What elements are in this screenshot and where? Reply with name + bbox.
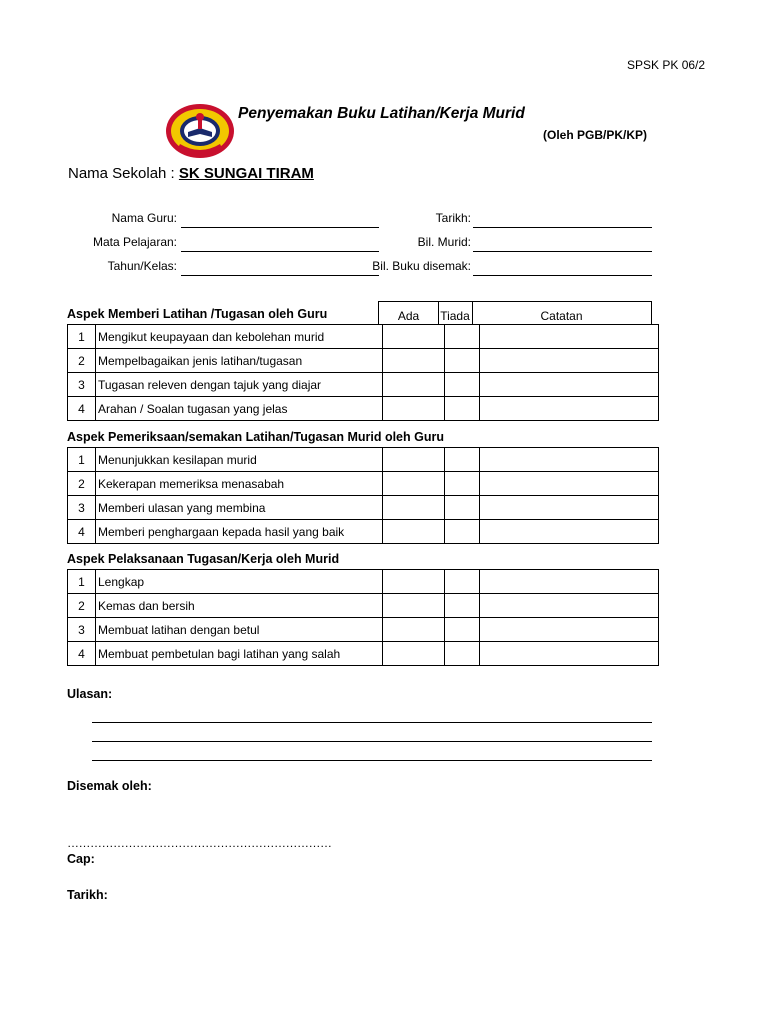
tahun-kelas-input[interactable] (181, 275, 379, 276)
section-3-table (67, 569, 659, 666)
table-row (68, 570, 659, 594)
tiada-cell[interactable] (445, 618, 480, 642)
ada-cell[interactable] (383, 570, 445, 594)
catatan-cell[interactable] (480, 618, 659, 642)
school-label: Nama Sekolah : (68, 165, 175, 182)
tiada-cell[interactable] (445, 448, 480, 472)
item-number: 2 (68, 472, 96, 496)
tarikh-input[interactable] (473, 227, 652, 228)
catatan-cell[interactable] (480, 472, 659, 496)
table-row (68, 448, 659, 472)
catatan-cell[interactable] (480, 325, 659, 349)
item-text: Mempelbagaikan jenis latihan/tugasan (96, 349, 383, 373)
section-1-table (67, 324, 659, 421)
catatan-cell[interactable] (480, 448, 659, 472)
item-number: 3 (68, 373, 96, 397)
item-number: 4 (68, 520, 96, 544)
ada-cell[interactable] (383, 642, 445, 666)
catatan-cell[interactable] (480, 496, 659, 520)
tahun-kelas-label: Tahun/Kelas: (107, 259, 177, 273)
tiada-cell[interactable] (445, 520, 480, 544)
form-title: Penyemakan Buku Latihan/Kerja Murid (238, 105, 525, 122)
table-row (68, 594, 659, 618)
ada-cell[interactable] (383, 397, 445, 421)
section-1-title: Aspek Memberi Latihan /Tugasan oleh Guru (67, 307, 328, 321)
item-text: Memberi penghargaan kepada hasil yang baik (96, 520, 383, 544)
section-2-table (67, 447, 659, 544)
table-row (68, 496, 659, 520)
form-code: SPSK PK 06/2 (627, 58, 706, 72)
tiada-cell[interactable] (445, 472, 480, 496)
ada-cell[interactable] (383, 448, 445, 472)
item-number: 1 (68, 570, 96, 594)
item-text: Membuat latihan dengan betul (96, 618, 383, 642)
ada-cell[interactable] (383, 472, 445, 496)
tiada-cell[interactable] (445, 642, 480, 666)
ulasan-line-2[interactable] (92, 741, 652, 742)
tarikh-label: Tarikh: (435, 211, 471, 225)
table-row (68, 325, 659, 349)
item-text: Mengikut keupayaan dan kebolehan murid (96, 325, 383, 349)
ada-cell[interactable] (383, 594, 445, 618)
column-ada-header: Ada (378, 301, 439, 324)
tiada-cell[interactable] (445, 594, 480, 618)
section-2-title: Aspek Pemeriksaan/semakan Latihan/Tugasan Murid oleh Guru (67, 430, 444, 444)
tiada-cell[interactable] (445, 325, 480, 349)
ada-cell[interactable] (383, 496, 445, 520)
bil-buku-label: Bil. Buku disemak: (372, 259, 471, 273)
section-3-title: Aspek Pelaksanaan Tugasan/Kerja oleh Murid (67, 552, 340, 566)
catatan-cell[interactable] (480, 397, 659, 421)
tiada-cell[interactable] (445, 397, 480, 421)
disemak-label: Disemak oleh: (67, 779, 152, 793)
table-row (68, 618, 659, 642)
catatan-cell[interactable] (480, 594, 659, 618)
table-row (68, 397, 659, 421)
item-number: 3 (68, 496, 96, 520)
ulasan-line-1[interactable] (92, 722, 652, 723)
ada-cell[interactable] (383, 325, 445, 349)
column-tiada-header: Tiada (438, 301, 473, 324)
mata-pelajaran-label: Mata Pelajaran: (92, 235, 177, 249)
table-row (68, 349, 659, 373)
bil-murid-input[interactable] (473, 251, 652, 252)
ada-cell[interactable] (383, 349, 445, 373)
ulasan-line-3[interactable] (92, 760, 652, 761)
tarikh-bottom-label: Tarikh: (67, 888, 108, 902)
item-number: 1 (68, 325, 96, 349)
item-text: Menunjukkan kesilapan murid (96, 448, 383, 472)
item-text: Arahan / Soalan tugasan yang jelas (96, 397, 383, 421)
ada-cell[interactable] (383, 520, 445, 544)
catatan-cell[interactable] (480, 373, 659, 397)
column-catatan-header: Catatan (472, 301, 652, 324)
form-subtitle: (Oleh PGB/PK/KP) (543, 128, 648, 142)
item-text: Kekerapan memeriksa menasabah (96, 472, 383, 496)
nama-guru-input[interactable] (181, 227, 379, 228)
item-number: 1 (68, 448, 96, 472)
signature-line[interactable]: …………………………………………………………… (67, 836, 332, 850)
catatan-cell[interactable] (480, 642, 659, 666)
tiada-cell[interactable] (445, 496, 480, 520)
item-number: 4 (68, 642, 96, 666)
item-text: Memberi ulasan yang membina (96, 496, 383, 520)
school-row (68, 165, 314, 182)
school-name: SK SUNGAI TIRAM (178, 165, 314, 182)
tiada-cell[interactable] (445, 570, 480, 594)
ulasan-label: Ulasan: (67, 687, 113, 701)
item-text: Membuat pembetulan bagi latihan yang salah (96, 642, 383, 666)
school-logo-icon (164, 100, 236, 162)
catatan-cell[interactable] (480, 570, 659, 594)
ada-cell[interactable] (383, 373, 445, 397)
table-row (68, 642, 659, 666)
cap-label: Cap: (67, 852, 95, 866)
item-number: 2 (68, 594, 96, 618)
catatan-cell[interactable] (480, 520, 659, 544)
item-text: Kemas dan bersih (96, 594, 383, 618)
table-row (68, 520, 659, 544)
ada-cell[interactable] (383, 618, 445, 642)
bil-murid-label: Bil. Murid: (417, 235, 471, 249)
nama-guru-label: Nama Guru: (111, 211, 177, 225)
catatan-cell[interactable] (480, 349, 659, 373)
item-number: 4 (68, 397, 96, 421)
item-number: 3 (68, 618, 96, 642)
mata-pelajaran-input[interactable] (181, 251, 379, 252)
tiada-cell[interactable] (445, 373, 480, 397)
item-text: Tugasan releven dengan tajuk yang diajar (96, 373, 383, 397)
tiada-cell[interactable] (445, 349, 480, 373)
table-row (68, 472, 659, 496)
item-number: 2 (68, 349, 96, 373)
item-text: Lengkap (96, 570, 383, 594)
table-row (68, 373, 659, 397)
bil-buku-input[interactable] (473, 275, 652, 276)
